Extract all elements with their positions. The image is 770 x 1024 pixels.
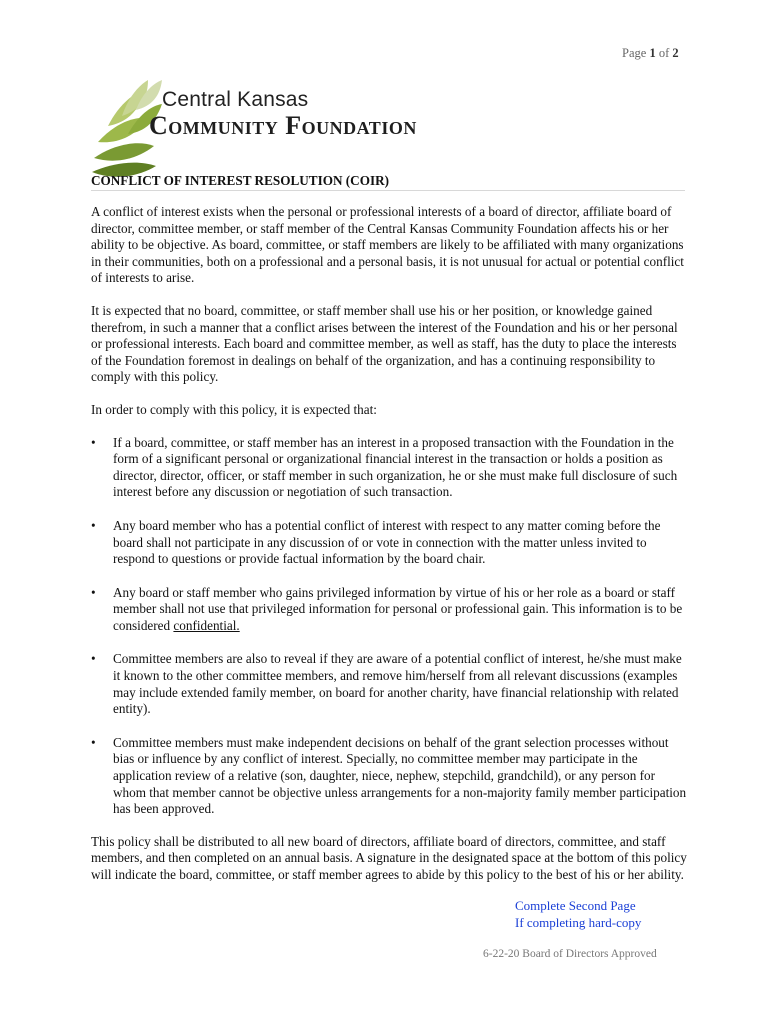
expectation-paragraph: It is expected that no board, committee, or staff member shall use his or her position, or knowledge gained therefrom, in such a manner that a conflict arises between the interest of the Foundation and his or her personal or professional interests. Each board and committee member, as well as staff, has the duty to place the interests of the Foundation foremost in dealings on behalf of the organization, and has a continuing responsibility to comply with this policy. — [91, 302, 678, 385]
bullet-text: Any board or staff member who gains privileged information by virtue of his or her role as a board or staff member shall not use that privileged information for personal or professional gain. This information is to be considered — [113, 584, 683, 633]
policy-bullet: • If a board, committee, or staff member has an interest in a proposed transaction with the Foundation in the form of a significant personal or organizational financial interest in the transaction or holds a position as director, director, officer, or staff member in such organization, he or she must make full disclosure of such interest before any discussion or negotiation of such transaction. — [91, 435, 687, 501]
policy-bullet: • Any board member who has a potential conflict of interest with respect to any matter coming before the board shall not participate in any discussion of or vote in connection with the matter unless invited to respond to questions or provide factual information by the board chair. — [91, 518, 687, 568]
document-body — [91, 204, 687, 900]
page-of: of — [658, 46, 670, 60]
page-total: 2 — [672, 46, 679, 60]
intro-paragraph: A conflict of interest exists when the personal or professional interests of a board of director, affiliate board of director, committee member, or staff member of the Central Kansas Community Foundation affects his or her ability to be objective. As board, committee, or staff members are likely to be affiliated with many organizations in their communities, both on a professional and a personal basis, it is not unusual for actual or potential conflict of interests to arise. — [91, 204, 684, 286]
closing-paragraph: This policy shall be distributed to all new board of directors, affiliate board of directors, committee, and staff members, and then completed on an annual basis. A signature in the designated space at the bottom of this policy will indicate the board, committee, or staff member agrees to abide by this policy to the best of his or her ability. — [91, 833, 687, 882]
title-divider — [91, 190, 685, 191]
policy-bullet: • Committee members must make independent decisions on behalf of the grant selection processes without bias or influence by any conflict of interest. Specially, no committee member may participate in the application review of a relative (son, daughter, niece, nephew, stepchild, grandchild), or any person for whom that member cannot be objective unless arrangements for a non-majority family member participation has been approved. — [91, 735, 687, 818]
logo-name-line1: Central Kansas — [162, 88, 309, 111]
page-current: 1 — [649, 46, 656, 60]
document-title: CONFLICT OF INTEREST RESOLUTION (COIR) — [91, 173, 389, 188]
confidential-underlined: confidential. — [173, 617, 240, 633]
policy-bullet-list — [91, 435, 687, 818]
policy-bullet — [91, 585, 687, 635]
policy-bullet: • Committee members are also to reveal if they are aware of a potential conflict of interest, he/she must make it known to the other committee members, and remove him/herself from all relevant discussions (examples may include extended family member, on board for another charity, have financial relationship with related entity). — [91, 651, 687, 717]
second-page-note — [515, 897, 641, 931]
list-intro: In order to comply with this policy, it is expected that: — [91, 401, 377, 417]
logo-name-line2: Community Foundation — [149, 111, 417, 140]
approval-footer: 6-22-20 Board of Directors Approved — [483, 948, 657, 960]
note-line1: Complete Second Page — [515, 898, 636, 913]
note-line2: If completing hard-copy — [515, 915, 642, 930]
page-prefix: Page — [622, 46, 647, 60]
page-number — [622, 46, 679, 61]
